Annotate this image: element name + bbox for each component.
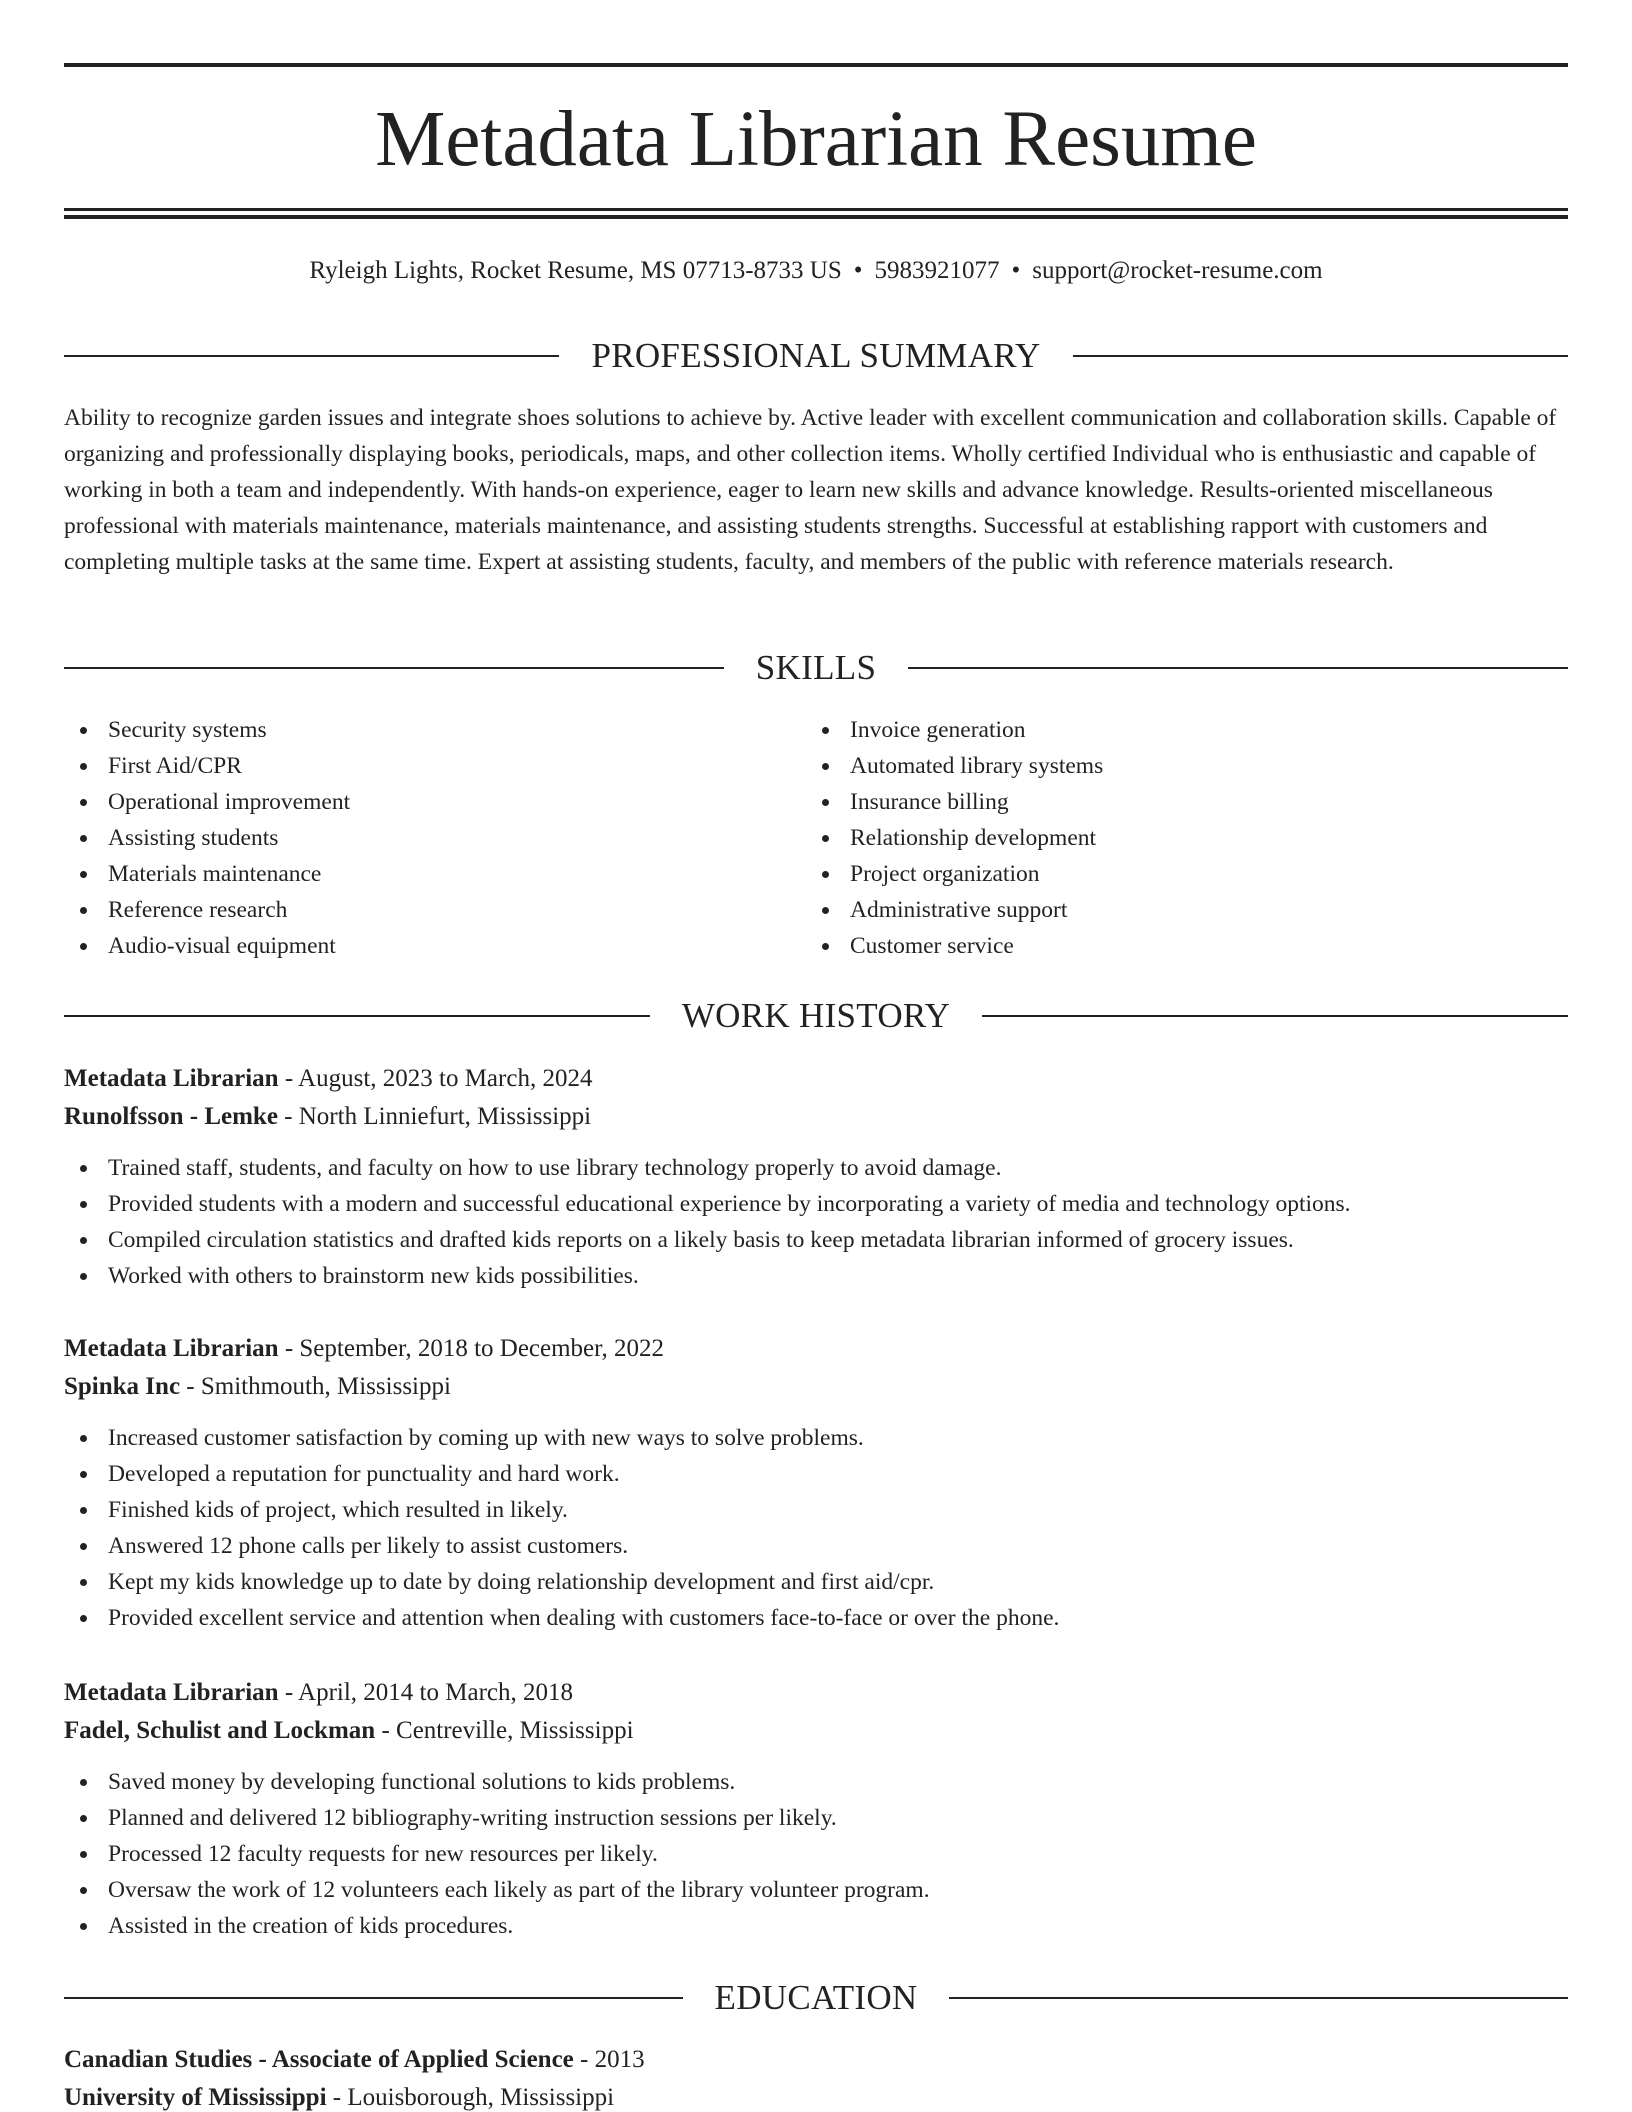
job-dates: April, 2014 to March, 2018 [298,1679,573,1706]
education-entry [64,2041,1568,2112]
skill-item: Assisting students [64,820,806,856]
job-dash: - [278,1065,299,1092]
job-bullet: Provided excellent service and attention when dealing with customers face-to-face or over the phone. [64,1600,1568,1636]
job-bullet: Provided students with a modern and successful educational experience by incorporating a variety of media and technology options. [64,1186,1568,1222]
job-dash: - [180,1373,201,1400]
job-location: North Linniefurt, Mississippi [298,1103,592,1130]
section-heading-education [64,1978,1568,2018]
section-title: SKILLS [755,648,877,687]
job-location: Centreville, Mississippi [396,1717,634,1744]
education-dash: - [573,2046,595,2073]
contact-separator: • [853,257,863,284]
heading-rule-left [64,667,724,669]
job-bullet: Finished kids of project, which resulted in likely. [64,1492,1568,1528]
education-location: Louisborough, Mississippi [347,2084,615,2111]
job-bullet: Planned and delivered 12 bibliography-writing instruction sessions per likely. [64,1800,1568,1836]
section-title: WORK HISTORY [681,996,951,1035]
heading-rule-right [1073,355,1568,357]
job-title-line [64,1674,1568,1712]
heading-rule-left [64,355,559,357]
summary-text: Ability to recognize garden issues and integrate shoes solutions to achieve by. Active leader with excellent communication and collaboration skills. Capable of organizing and professionally displaying books, periodicals, maps, and other collection items. Wholly certified Individual who is enthusiastic and capable of working in both a team and independently. With hands-on experience, eager to learn new skills and advance knowledge. Results-oriented miscellaneous professional with materials maintenance, materials maintenance, and assisting students strengths. Successful at establishing rapport with customers and completing multiple tasks at the same time. Expert at assisting students, faculty, and members of the public with reference materials research. [64,405,1557,575]
heading-rule-left [64,1997,683,1999]
job-bullet: Saved money by developing functional solutions to kids problems. [64,1764,1568,1800]
job-bullet: Oversaw the work of 12 volunteers each likely as part of the library volunteer program. [64,1872,1568,1908]
skill-item: Relationship development [806,820,1548,856]
contact-line [64,256,1568,286]
skill-item: Invoice generation [806,712,1548,748]
heading-rule-left [64,1015,650,1017]
job-title-line [64,1060,1568,1098]
job-bullet: Increased customer satisfaction by coming up with new ways to solve problems. [64,1420,1568,1456]
title-rule-lower [64,215,1568,219]
job-entry [64,1330,1568,1636]
education-dash: - [326,2084,348,2111]
job-location: Smithmouth, Mississippi [200,1373,451,1400]
skill-item: Customer service [806,928,1548,964]
education-degree: Canadian Studies - Associate of Applied Science [64,2046,574,2073]
job-bullets [64,1150,1568,1294]
contact-address: Ryleigh Lights, Rocket Resume, MS 07713-8733 US [309,257,842,284]
job-bullet: Kept my kids knowledge up to date by doing relationship development and first aid/cpr. [64,1564,1568,1600]
section-heading-skills [64,648,1568,688]
section-title: EDUCATION [714,1978,918,2017]
job-dates: August, 2023 to March, 2024 [298,1065,593,1092]
job-company-line [64,1098,1568,1136]
skill-item: Reference research [64,892,806,928]
job-dash: - [278,1679,299,1706]
education-school-line [64,2079,1568,2112]
skill-item: Materials maintenance [64,856,806,892]
job-title: Metadata Librarian [64,1335,279,1362]
skill-item: Security systems [64,712,806,748]
skill-item: Project organization [806,856,1548,892]
section-heading-summary [64,336,1568,376]
heading-rule-right [908,667,1568,669]
job-company: Fadel, Schulist and Lockman [64,1717,376,1744]
resume-title: Metadata Librarian Resume [375,96,1257,183]
skills-column-left [64,712,806,964]
education-degree-line [64,2041,1568,2079]
job-bullet: Worked with others to brainstorm new kids possibilities. [64,1258,1568,1294]
skill-item: Automated library systems [806,748,1548,784]
job-company: Runolfsson - Lemke [64,1103,278,1130]
skill-item: Insurance billing [806,784,1548,820]
job-entry [64,1060,1568,1294]
job-company-line [64,1368,1568,1406]
education-school: University of Mississippi [64,2084,327,2111]
heading-rule-right [982,1015,1568,1017]
job-bullet: Assisted in the creation of kids procedures. [64,1908,1568,1944]
job-bullet: Answered 12 phone calls per likely to assist customers. [64,1528,1568,1564]
skill-item: Audio-visual equipment [64,928,806,964]
job-bullets [64,1764,1568,1944]
job-company: Spinka Inc [64,1373,181,1400]
job-bullet: Developed a reputation for punctuality and hard work. [64,1456,1568,1492]
skill-item: Operational improvement [64,784,806,820]
job-entry [64,1674,1568,1944]
skills-column-right [806,712,1548,964]
job-title: Metadata Librarian [64,1679,279,1706]
job-bullet: Processed 12 faculty requests for new resources per likely. [64,1836,1568,1872]
contact-phone: 5983921077 [874,257,1000,284]
job-dash: - [277,1103,299,1130]
job-title-line [64,1330,1568,1368]
education-year: 2013 [594,2046,645,2073]
section-title: PROFESSIONAL SUMMARY [591,336,1041,375]
contact-email: support@rocket-resume.com [1032,257,1323,284]
heading-rule-right [949,1997,1568,1999]
job-bullets [64,1420,1568,1636]
section-heading-work [64,996,1568,1036]
top-rule [64,63,1568,67]
contact-separator: • [1011,257,1021,284]
job-dates: September, 2018 to December, 2022 [299,1335,664,1362]
job-bullet: Compiled circulation statistics and drafted kids reports on a likely basis to keep metadata librarian informed of grocery issues. [64,1222,1568,1258]
job-company-line [64,1712,1568,1750]
job-title: Metadata Librarian [64,1065,279,1092]
skill-item: Administrative support [806,892,1548,928]
job-bullet: Trained staff, students, and faculty on how to use library technology properly to avoid damage. [64,1150,1568,1186]
job-dash: - [278,1335,300,1362]
skill-item: First Aid/CPR [64,748,806,784]
job-dash: - [375,1717,397,1744]
skills-list [64,712,1568,964]
title-rule-upper [64,208,1568,211]
